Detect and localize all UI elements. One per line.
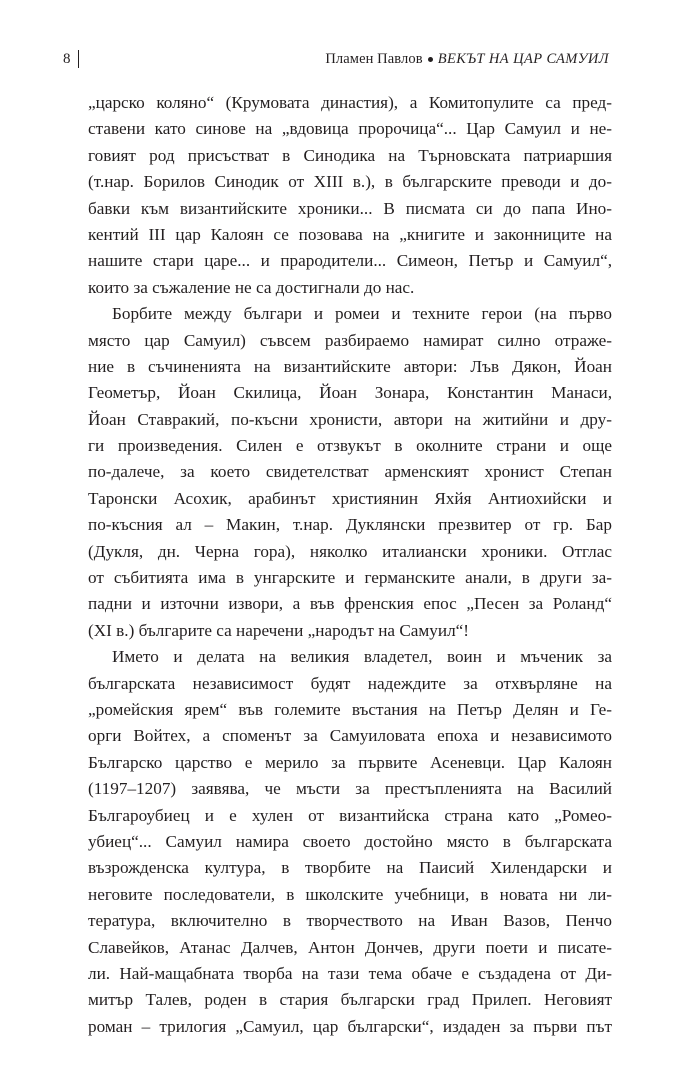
text-line: падни и източни извори, а във френския епос „Песен за Роланд“: [88, 594, 612, 614]
text-line: роман – трилогия „Самуил, цар български“, издаден за първи път: [88, 1016, 612, 1036]
paragraph: [88, 90, 612, 301]
text-line: кентий III цар Калоян се позовава на „книгите и законниците на: [88, 224, 612, 244]
body-text: [88, 90, 612, 1040]
text-line: по-късния ал – Макин, т.нар. Дуклянски презвитер от гр. Бар: [88, 515, 612, 535]
text-line: българската независимост будят надеждите за отхвърляне на: [88, 673, 612, 693]
text-line: Българоубиец и е хулен от византийска страна като „Ромео-: [88, 805, 612, 825]
text-line: бавки към византийските хроники... В писмата си до папа Ино-: [88, 198, 612, 218]
text-line: (XI в.) българите са наречени „народът на Самуил“!: [88, 620, 470, 640]
running-header: [63, 48, 609, 70]
text-line: Българско царство е мерило за първите Асеневци. Цар Калоян: [88, 752, 612, 772]
text-line: ставени като синове на „вдовица пророчица“... Цар Самуил и не-: [88, 119, 612, 139]
text-line: орги Войтех, а споменът за Самуиловата епоха и независимото: [88, 726, 612, 746]
text-line: неговите последователи, в школските учебници, в новата ни ли-: [88, 884, 612, 904]
text-line: Йоан Ставракий, по-късни хронисти, автори на житийни и дру-: [88, 409, 612, 429]
text-line: място цар Самуил) съвсем разбираемо намират силно отраже-: [88, 330, 612, 350]
text-line: Борбите между българи и ромеи и техните герои (на първо: [112, 304, 612, 324]
text-line: „царско коляно“ (Крумовата династия), а Комитопулите са пред-: [88, 93, 612, 112]
text-line: възрожденска култура, в творбите на Паисий Хилендарски и: [88, 858, 612, 878]
text-line: Името и делата на великия владетел, воин и мъченик за: [112, 647, 612, 667]
folio-divider: [78, 50, 80, 68]
text-line: убиец“... Самуил намира своето достойно място в българската: [88, 831, 612, 851]
page-number: 8: [63, 50, 71, 67]
book-title: ВЕКЪТ НА ЦАР САМУИЛ: [437, 50, 609, 67]
text-line: Таронски Асохик, арабинът християнин Яхйя Антиохийски и: [88, 488, 612, 508]
paragraph: [88, 644, 612, 1040]
text-line: тература, включително в творчеството на Иван Вазов, Пенчо: [88, 911, 612, 931]
text-line: нашите стари царе... и прародители... Симеон, Петър и Самуил“,: [88, 251, 612, 271]
text-line: говият род присъстват в Синодика на Търновската патриаршия: [88, 145, 612, 165]
text-line: от събитията има в унгарските и германските анали, в други за-: [88, 568, 612, 588]
author-name: Пламен Павлов: [325, 50, 423, 67]
text-line: ние в съчиненията на византийските автори: Лъв Дякон, Йоан: [88, 356, 612, 376]
text-line: „ромейския ярем“ във големите въстания на Петър Делян и Ге-: [88, 699, 612, 719]
text-line: Славейков, Атанас Далчев, Антон Дончев, други поети и писате-: [88, 937, 612, 957]
text-line: Геометър, Йоан Скилица, Йоан Зонара, Константин Манаси,: [88, 383, 612, 403]
folio: [63, 50, 79, 68]
text-line: ги произведения. Силен е отзвукът в околните страни и още: [88, 436, 612, 456]
text-line: ли. Най-мащабната творба на тази тема обаче е създадена от Ди-: [88, 963, 612, 983]
text-line: митър Талев, роден в стария български град Прилеп. Неговият: [88, 990, 612, 1010]
paragraph: [88, 301, 612, 644]
text-line: по-далече, за което свидетелстват арменският хронист Степан: [88, 462, 612, 482]
text-line: (1197–1207) заявява, че мъсти за престъпленията на Василий: [88, 779, 612, 799]
text-line: (Дукля, дн. Черна гора), няколко италиански хроники. Отглас: [88, 541, 612, 561]
bullet-separator-icon: [428, 57, 433, 62]
text-line: (т.нар. Борилов Синодик от XIII в.), в българските преводи и до-: [88, 172, 612, 192]
text-line: които за съжаление не са достигнали до нас.: [88, 277, 415, 297]
running-title: [325, 51, 609, 68]
